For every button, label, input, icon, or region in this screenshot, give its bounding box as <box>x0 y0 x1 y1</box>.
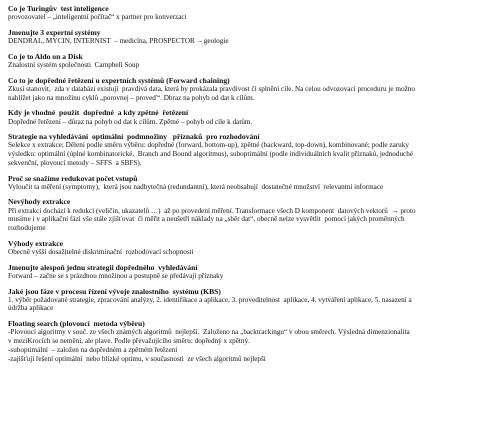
answer-line: sekvenční, plovoucí metody – SFFS a SBFS). <box>8 158 142 167</box>
answer-line: Při extrakci dochází k redukci (veličin, ukazatelů …) až po provedení měření. Transformace všech D komponent datových vektorů → proto <box>8 206 416 215</box>
qa-section <box>8 263 490 281</box>
qa-section <box>8 76 490 103</box>
answer-line: -suboptimální – založen na dopředném a zpětném řetězení <box>8 345 178 354</box>
answer-line: provozovatel – „inteligentní počítač“ x partner pro konverzaci <box>8 13 187 22</box>
question-heading: Jaké jsou fáze v procesu řízení vývoje znalostního systému (KBS) <box>8 286 221 296</box>
answer-line: -Plovoucí algoritmy v souč. ze všech známých algoritmů nejlepší. Založeno na „backtrackingu“ v obou směrech. Výsledná dimenzionalita <box>8 328 410 337</box>
answer-line: Obecně vyšší dosažitelné diskriminační rozhodovací schopnosti <box>8 247 194 256</box>
question-heading: Výhody extrakce <box>8 238 64 248</box>
question-heading: Co je Turingův test inteligence <box>8 4 109 13</box>
answer-line: Zkusí stanovit, zda v databázi existují pravdivá data, která by prokázala pravdivost či splnění cíle. Na celou odvozovací proceduru je možno <box>8 84 415 93</box>
answer-line: Znalostní systém společnosti Campbell Soup <box>8 61 140 70</box>
question-heading: Strategie na vyhledávání optimální podmnožiny příznaků pro rozhodování <box>8 132 260 142</box>
answer-line: Selekce x extrakce; Dělení podle směru výběru: dopředné (forward, bottom-up), zpětné (backward, top-down), kombinované; podle zaruky <box>8 141 409 150</box>
qa-section <box>8 28 490 46</box>
qa-section <box>8 108 490 126</box>
answer-line: Dopředné řetězení – důraz na pohyb od dat k cílům. Zpětné – pohyb od cíle k datům. <box>8 117 253 126</box>
question-heading: Proč se snažíme redukovat počet vstupů <box>8 173 138 183</box>
question-heading: Co to je dopředné řetězení u expertních systémů (Forward chaining) <box>8 75 230 85</box>
qa-section <box>8 52 490 70</box>
document-page <box>8 4 490 369</box>
qa-section <box>8 197 490 232</box>
answer-line: rozhodujeme <box>8 224 46 233</box>
question-heading: Floating search (plovoucí metoda výběru) <box>8 319 145 329</box>
question-heading: Jmenujte alespoň jednu strategii dopředného vyhledávání <box>8 262 198 272</box>
qa-section <box>8 174 490 192</box>
qa-section <box>8 319 490 363</box>
question-heading: Kdy je vhodné použít dopředné a kdy zpětné řetězení <box>8 108 189 118</box>
question-heading: Jmenujte 3 expertní systémy <box>8 27 101 37</box>
answer-line: nahlížet jako na množinu cyklů „porovnej – proveď“. Dbraz na pohyb od dat k cílům. <box>8 93 255 102</box>
qa-section <box>8 287 490 314</box>
question-heading: Nevýhody extrakce <box>8 197 71 207</box>
answer-line: Forward – začne se s prázdnou množinou a postupně se předávají příznaky <box>8 271 224 280</box>
answer-line: Vyloučit ta měření (symptomy), která jsou nadbytečná (redundantní), která neobsahují dostatečné množství relevantní informace <box>8 182 384 191</box>
qa-section <box>8 132 490 167</box>
qa-section <box>8 239 490 257</box>
answer-line: výsledku: optimální (úplné kombinatorické, Branch and Bound algoritmus), suboptimální (podle individuálních kvalit příznaků, jednoduché <box>8 150 414 159</box>
answer-line: v meziKrocích se nemění, ale plave. Podle převažujícího směru: dopředný x zpětný. <box>8 337 250 346</box>
question-heading: Co je to Aldo on a Disk <box>8 51 83 61</box>
answer-line: -zajišťují řešení optimální nebo blízké optimu, v současnosti ze všech algoritmů nejlepší <box>8 354 266 363</box>
qa-section <box>8 4 490 22</box>
answer-line: DENDRAL, MYCIN, INTERNIST – medicína, PROSPECTOR – geologie <box>8 37 229 46</box>
answer-line: 1. výběr požadované strategie, zpracování analýzy, 2. identifikace a aplikace, 3. proveditelnost aplikace, 4. vytváření aplikace, 5. nasazení a <box>8 295 412 304</box>
answer-line: musíme i v aplikační fázi vše stále zjišťovat či měřit a neušetří náklady na „sběr dat“, obecně nelze vysvětlit pomocí jakých proměnných <box>8 215 405 224</box>
answer-line: údržba aplikace <box>8 304 54 313</box>
